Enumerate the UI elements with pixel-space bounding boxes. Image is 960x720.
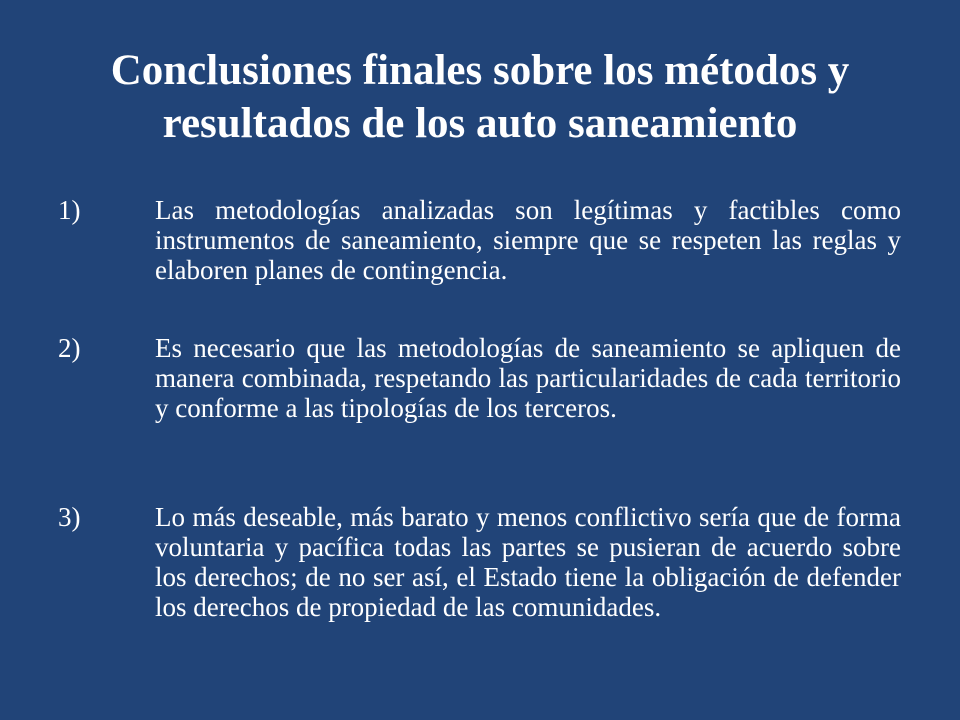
conclusion-text-1: Las metodologías analizadas son legítimas y factibles como instrumentos de saneamiento, siempre que se respeten las reglas y elaboren planes de contingencia. bbox=[155, 195, 901, 285]
conclusion-text-2: Es necesario que las metodologías de saneamiento se apliquen de manera combinada, respetando las particularidades de cada territorio y conforme a las tipologías de los terceros. bbox=[155, 333, 901, 423]
conclusion-text-3: Lo más deseable, más barato y menos conflictivo sería que de forma voluntaria y pacífica todas las partes se pusieran de acuerdo sobre los derechos; de no ser así, el Estado tiene la obligación de defender los derechos de propiedad de las comunidades. bbox=[155, 502, 901, 622]
conclusion-number-2: 2) bbox=[58, 333, 81, 363]
slide-title-line-1: Conclusiones finales sobre los métodos y bbox=[110, 47, 850, 94]
slide-title bbox=[40, 44, 920, 150]
conclusion-number-1: 1) bbox=[58, 195, 81, 225]
slide-title-line-2: resultados de los auto saneamiento bbox=[162, 100, 798, 147]
conclusion-number-3: 3) bbox=[58, 502, 81, 532]
